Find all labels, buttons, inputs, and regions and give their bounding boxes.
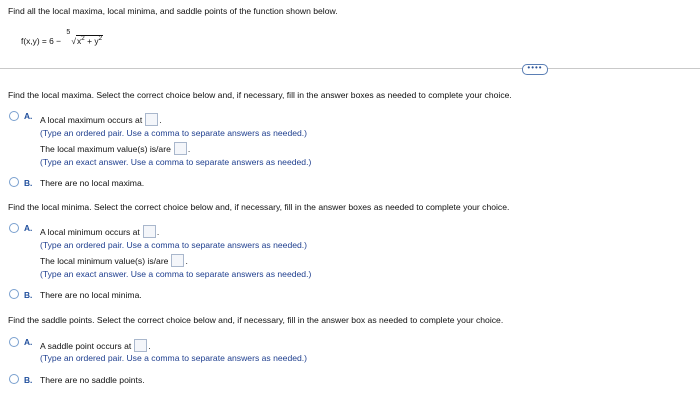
minima-hint-ordered-pair: (Type an ordered pair. Use a comma to separate answers as needed.) (40, 240, 308, 250)
fifth-root (66, 29, 103, 46)
function-lhs: f(x,y) = 6 − (21, 36, 62, 46)
minima-prompt: Find the local minima. Select the correct choice below and, if necessary, fill in the answer boxes as needed to complete your choice. (8, 202, 510, 212)
saddle-option-b-letter: B. (24, 375, 33, 385)
minima-hint-exact: (Type an exact answer. Use a comma to separate answers as needed.) (40, 269, 312, 279)
saddle-option-a-line1: A saddle point occurs at . (40, 341, 151, 351)
max-location-input[interactable] (145, 113, 158, 126)
saddle-option-a-radio[interactable] (9, 337, 19, 347)
minima-option-b-radio[interactable] (9, 289, 19, 299)
saddle-location-input[interactable] (134, 339, 147, 352)
minima-option-a-line2: The local minimum value(s) is/are . (40, 256, 188, 266)
root-index: 5 (66, 29, 71, 36)
intro-text: Find all the local maxima, local minima, and saddle points of the function shown below. (8, 6, 338, 16)
minima-option-b-letter: B. (24, 290, 33, 300)
maxima-option-b-radio[interactable] (9, 177, 19, 187)
min-value-input[interactable] (171, 254, 184, 267)
min-location-input[interactable] (143, 225, 156, 238)
saddle-option-b-radio[interactable] (9, 374, 19, 384)
maxima-option-a-radio[interactable] (9, 111, 19, 121)
maxima-option-b-text: There are no local maxima. (40, 178, 145, 188)
max-value-input[interactable] (174, 142, 187, 155)
minima-option-a-letter: A. (24, 223, 33, 233)
radical-sign: √ (71, 36, 76, 46)
maxima-prompt: Find the local maxima. Select the correct choice below and, if necessary, fill in the answer boxes as needed to complete your choice. (8, 90, 512, 100)
maxima-option-a-letter: A. (24, 111, 33, 121)
saddle-option-a-letter: A. (24, 337, 33, 347)
maxima-option-b-letter: B. (24, 178, 33, 188)
maxima-hint-exact: (Type an exact answer. Use a comma to separate answers as needed.) (40, 157, 312, 167)
saddle-option-b-text: There are no saddle points. (40, 375, 145, 385)
section-divider (0, 68, 700, 69)
maxima-option-a-line2: The local maximum value(s) is/are . (40, 144, 191, 154)
minima-option-b-text: There are no local minima. (40, 290, 142, 300)
minima-option-a-radio[interactable] (9, 223, 19, 233)
saddle-hint-ordered-pair: (Type an ordered pair. Use a comma to separate answers as needed.) (40, 353, 308, 363)
function-expression (21, 29, 103, 46)
maxima-option-a-line1: A local maximum occurs at . (40, 115, 162, 125)
radicand: $x^2 + y^2$ (76, 35, 103, 46)
maxima-hint-ordered-pair: (Type an ordered pair. Use a comma to separate answers as needed.) (40, 128, 308, 138)
show-more-button[interactable]: •••• (522, 64, 548, 75)
minima-option-a-line1: A local minimum occurs at . (40, 227, 160, 237)
saddle-prompt: Find the saddle points. Select the correct choice below and, if necessary, fill in the answer box as needed to complete your choice. (8, 315, 504, 325)
